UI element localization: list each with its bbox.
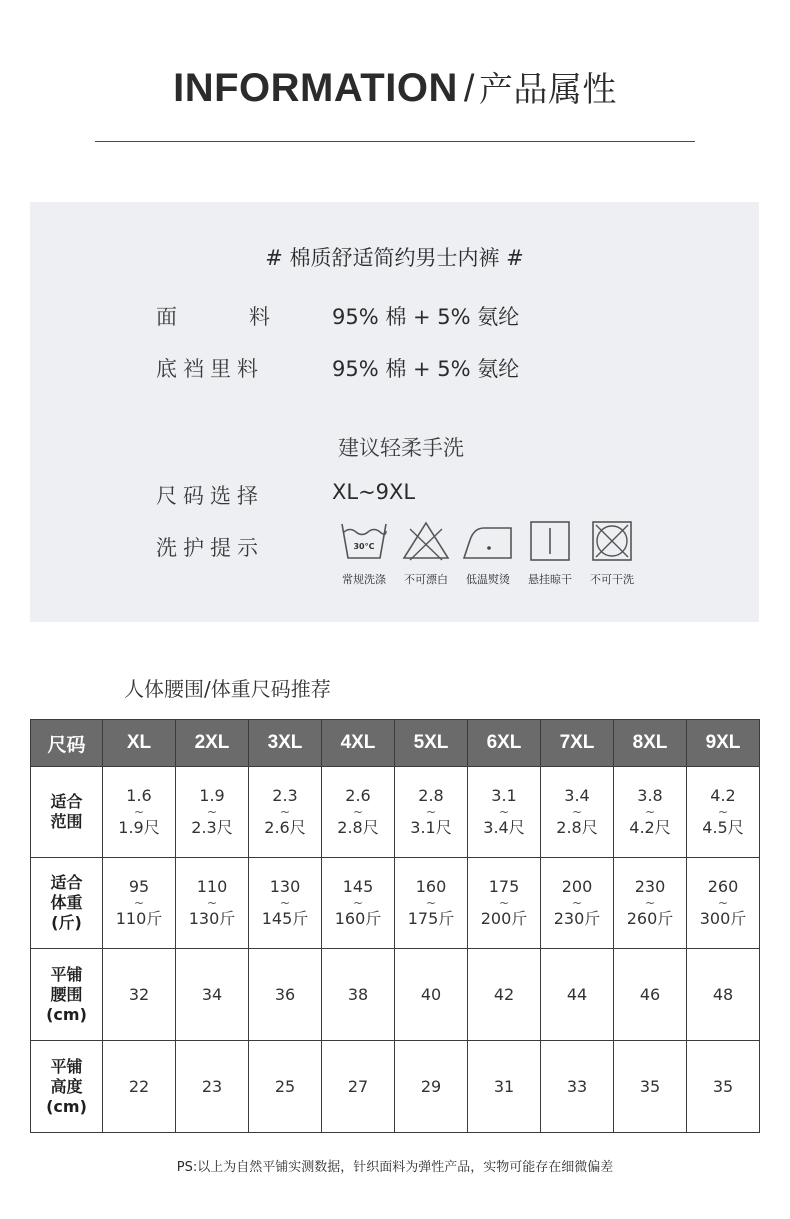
flat-waist-cell: 46 bbox=[614, 949, 687, 1041]
flat-height-cell: 31 bbox=[468, 1041, 541, 1133]
care-label-no-dry-clean: 不可干洗 bbox=[590, 573, 634, 586]
range-tilde: ~ bbox=[133, 805, 145, 819]
care-label-wash: 常规洗涤 bbox=[342, 573, 386, 586]
flat-waist-label bbox=[31, 949, 103, 1041]
size-select-value: XL~9XL bbox=[332, 480, 416, 504]
weight-tilde: ~ bbox=[279, 896, 291, 910]
range-from: 2.3 bbox=[272, 786, 298, 805]
product-info-panel bbox=[30, 202, 759, 622]
care-label: 洗护提示 bbox=[156, 536, 264, 560]
waist-range-cell bbox=[103, 767, 176, 858]
range-to: 3.4尺 bbox=[483, 818, 525, 837]
size-select-label: 尺码选择 bbox=[156, 484, 264, 508]
wash-30-icon bbox=[339, 520, 389, 562]
range-from: 2.8 bbox=[418, 786, 444, 805]
weight-from: 110 bbox=[196, 877, 228, 896]
size-chart-title: 人体腰围/体重尺码推荐 bbox=[124, 677, 331, 701]
fabric-label-part-1: 面 bbox=[156, 305, 177, 329]
weight-cell bbox=[395, 858, 468, 949]
weight-tilde: ~ bbox=[206, 896, 218, 910]
weight-tilde: ~ bbox=[571, 896, 583, 910]
care-label-no-bleach: 不可漂白 bbox=[404, 573, 448, 586]
care-icons bbox=[332, 520, 662, 592]
flat-waist-cell: 48 bbox=[687, 949, 760, 1041]
weight-tilde: ~ bbox=[644, 896, 656, 910]
weight-tilde: ~ bbox=[425, 896, 437, 910]
range-to: 2.3尺 bbox=[191, 818, 233, 837]
flat-waist-row bbox=[31, 949, 760, 1041]
size-header-row bbox=[31, 720, 760, 767]
weight-row bbox=[31, 858, 760, 949]
weight-cell bbox=[614, 858, 687, 949]
waist-range-cell bbox=[687, 767, 760, 858]
weight-cell bbox=[541, 858, 614, 949]
page-title-en: INFORMATION bbox=[173, 66, 458, 110]
care-item-no-bleach bbox=[394, 520, 458, 587]
waist-range-row bbox=[31, 767, 760, 858]
lining-row bbox=[156, 353, 716, 383]
weight-from: 260 bbox=[707, 877, 739, 896]
waist-range-label-line-2: 范围 bbox=[50, 812, 83, 831]
flat-height-cell: 22 bbox=[103, 1041, 176, 1133]
size-header-label: 尺码 bbox=[31, 720, 103, 767]
flat-height-row bbox=[31, 1041, 760, 1133]
range-from: 3.4 bbox=[564, 786, 590, 805]
care-item-wash bbox=[332, 520, 396, 587]
weight-to: 110斤 bbox=[115, 909, 163, 928]
range-from: 4.2 bbox=[710, 786, 736, 805]
waist-range-cell bbox=[322, 767, 395, 858]
flat-height-cell: 27 bbox=[322, 1041, 395, 1133]
range-to: 4.5尺 bbox=[702, 818, 744, 837]
care-item-no-dry-clean bbox=[580, 520, 644, 587]
flat-waist-label-line-3: (cm) bbox=[46, 1004, 87, 1024]
flat-waist-cell: 38 bbox=[322, 949, 395, 1041]
range-from: 3.8 bbox=[637, 786, 663, 805]
flat-waist-cell: 44 bbox=[541, 949, 614, 1041]
weight-cell bbox=[322, 858, 395, 949]
waist-range-cell bbox=[614, 767, 687, 858]
weight-cell bbox=[103, 858, 176, 949]
weight-label-line-2: 体重 bbox=[50, 893, 83, 912]
range-tilde: ~ bbox=[425, 805, 437, 819]
flat-height-cell: 35 bbox=[614, 1041, 687, 1133]
range-from: 1.6 bbox=[126, 786, 152, 805]
flat-height-cell: 23 bbox=[176, 1041, 249, 1133]
waist-range-cell bbox=[249, 767, 322, 858]
fabric-label bbox=[156, 301, 270, 331]
size-header-cell: 5XL bbox=[395, 720, 468, 767]
no-dry-clean-icon bbox=[587, 520, 637, 562]
weight-from: 160 bbox=[415, 877, 447, 896]
weight-tilde: ~ bbox=[717, 896, 729, 910]
range-to: 2.6尺 bbox=[264, 818, 306, 837]
measurement-footnote: PS:以上为自然平铺实测数据，针织面料为弹性产品，实物可能存在细微偏差 bbox=[176, 1160, 614, 1175]
weight-tilde: ~ bbox=[498, 896, 510, 910]
range-tilde: ~ bbox=[717, 805, 729, 819]
flat-height-cell: 25 bbox=[249, 1041, 322, 1133]
range-to: 3.1尺 bbox=[410, 818, 452, 837]
size-select-row bbox=[156, 480, 716, 510]
waist-range-cell bbox=[176, 767, 249, 858]
wash-temperature-text: 30°C bbox=[353, 542, 375, 551]
flat-height-label-line-2: 高度 bbox=[50, 1076, 83, 1096]
weight-tilde: ~ bbox=[352, 896, 364, 910]
size-header-cell: 4XL bbox=[322, 720, 395, 767]
weight-label-line-3: (斤) bbox=[51, 913, 82, 932]
waist-range-label bbox=[31, 767, 103, 858]
weight-to: 160斤 bbox=[334, 909, 382, 928]
flat-height-label-line-3: (cm) bbox=[46, 1096, 87, 1116]
range-from: 2.6 bbox=[345, 786, 371, 805]
weight-to: 300斤 bbox=[699, 909, 747, 928]
weight-cell bbox=[249, 858, 322, 949]
size-header-cell: XL bbox=[103, 720, 176, 767]
range-from: 1.9 bbox=[199, 786, 225, 805]
flat-waist-cell: 40 bbox=[395, 949, 468, 1041]
weight-from: 175 bbox=[488, 877, 520, 896]
size-header-cell: 8XL bbox=[614, 720, 687, 767]
range-from: 3.1 bbox=[491, 786, 517, 805]
weight-to: 175斤 bbox=[407, 909, 455, 928]
weight-to: 230斤 bbox=[553, 909, 601, 928]
flat-waist-cell: 42 bbox=[468, 949, 541, 1041]
range-tilde: ~ bbox=[498, 805, 510, 819]
flat-height-cell: 29 bbox=[395, 1041, 468, 1133]
waist-range-label-line-1: 适合 bbox=[50, 792, 83, 811]
range-tilde: ~ bbox=[206, 805, 218, 819]
flat-waist-label-line-2: 腰围 bbox=[50, 984, 83, 1004]
weight-cell bbox=[176, 858, 249, 949]
size-header-cell: 7XL bbox=[541, 720, 614, 767]
range-tilde: ~ bbox=[644, 805, 656, 819]
wash-advice: 建议轻柔手洗 bbox=[338, 436, 464, 460]
range-to: 2.8尺 bbox=[337, 818, 379, 837]
page-title-cn: 产品属性 bbox=[478, 70, 617, 110]
weight-label-line-1: 适合 bbox=[50, 873, 83, 892]
weight-to: 260斤 bbox=[626, 909, 674, 928]
weight-cell bbox=[468, 858, 541, 949]
waist-range-cell bbox=[395, 767, 468, 858]
size-header-cell: 3XL bbox=[249, 720, 322, 767]
flat-waist-cell: 34 bbox=[176, 949, 249, 1041]
weight-from: 145 bbox=[342, 877, 374, 896]
page-title bbox=[0, 62, 790, 111]
lining-label: 底裆里料 bbox=[156, 357, 264, 381]
range-to: 4.2尺 bbox=[629, 818, 671, 837]
line-dry-icon bbox=[525, 520, 575, 562]
low-iron-icon bbox=[462, 520, 514, 562]
flat-height-cell: 35 bbox=[687, 1041, 760, 1133]
range-to: 1.9尺 bbox=[118, 818, 160, 837]
weight-from: 130 bbox=[269, 877, 301, 896]
product-tagline: # 棉质舒适简约男士内裤 # bbox=[265, 246, 524, 270]
weight-tilde: ~ bbox=[133, 896, 145, 910]
flat-height-label bbox=[31, 1041, 103, 1133]
size-header-cell: 6XL bbox=[468, 720, 541, 767]
range-to: 2.8尺 bbox=[556, 818, 598, 837]
weight-from: 200 bbox=[561, 877, 593, 896]
range-tilde: ~ bbox=[279, 805, 291, 819]
lining-value: 95% 棉 + 5% 氨纶 bbox=[332, 357, 520, 381]
waist-range-cell bbox=[541, 767, 614, 858]
weight-from: 230 bbox=[634, 877, 666, 896]
weight-label bbox=[31, 858, 103, 949]
fabric-value: 95% 棉 + 5% 氨纶 bbox=[332, 305, 520, 329]
weight-to: 145斤 bbox=[261, 909, 309, 928]
size-header-cell: 9XL bbox=[687, 720, 760, 767]
flat-waist-label-line-1: 平铺 bbox=[50, 964, 83, 984]
care-label-iron: 低温熨烫 bbox=[466, 573, 510, 586]
waist-range-cell bbox=[468, 767, 541, 858]
flat-waist-cell: 32 bbox=[103, 949, 176, 1041]
weight-to: 200斤 bbox=[480, 909, 528, 928]
range-tilde: ~ bbox=[571, 805, 583, 819]
page-title-separator: / bbox=[463, 68, 475, 110]
flat-waist-cell: 36 bbox=[249, 949, 322, 1041]
no-bleach-icon bbox=[401, 520, 451, 562]
care-label-dry: 悬挂晾干 bbox=[528, 573, 572, 586]
header-divider bbox=[95, 141, 695, 142]
flat-height-label-line-1: 平铺 bbox=[50, 1056, 83, 1076]
care-item-iron bbox=[456, 520, 520, 587]
size-header-cell: 2XL bbox=[176, 720, 249, 767]
weight-from: 95 bbox=[128, 877, 150, 896]
flat-height-cell: 33 bbox=[541, 1041, 614, 1133]
weight-to: 130斤 bbox=[188, 909, 236, 928]
fabric-row bbox=[156, 301, 716, 331]
range-tilde: ~ bbox=[352, 805, 364, 819]
weight-cell bbox=[687, 858, 760, 949]
size-chart-table bbox=[30, 719, 760, 1133]
care-item-dry bbox=[518, 520, 582, 587]
fabric-label-part-2: 料 bbox=[249, 305, 270, 329]
